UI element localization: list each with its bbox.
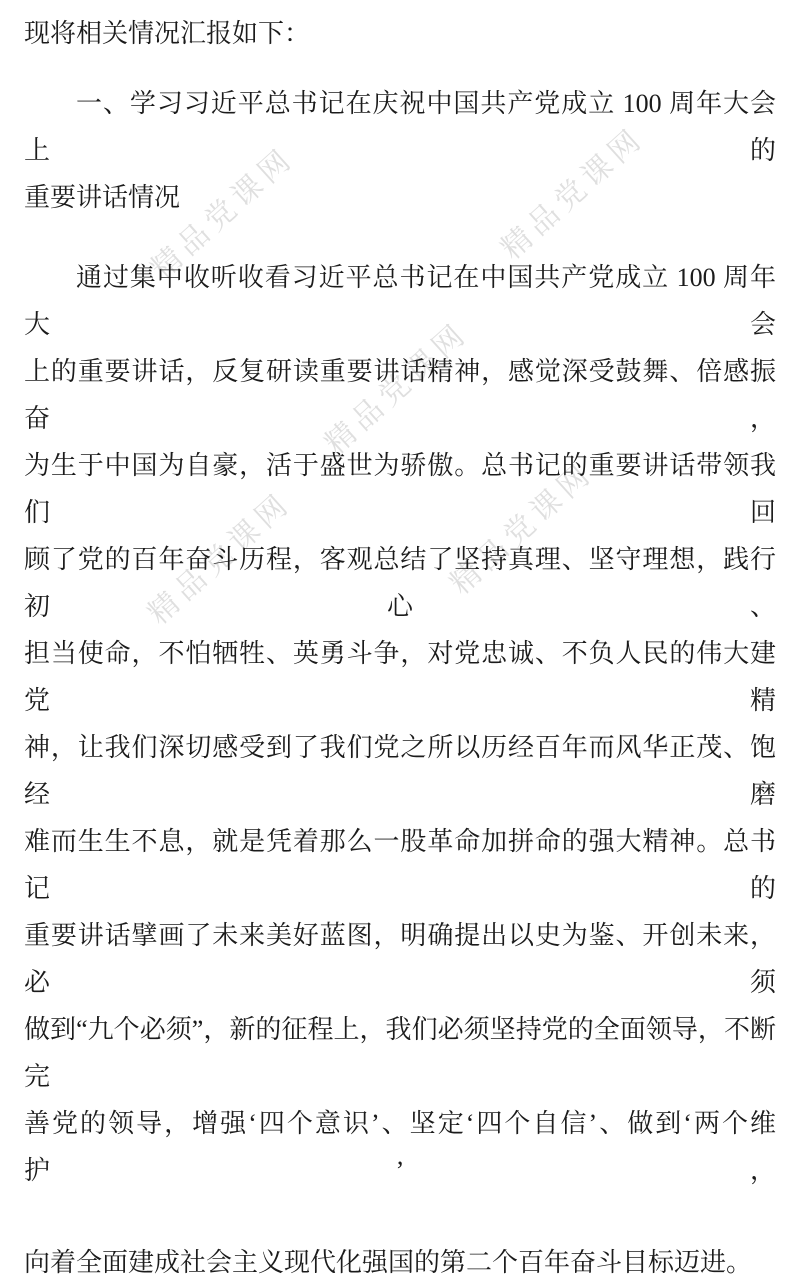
watermark-text: 精品党课网: [142, 486, 298, 631]
intro-line: 现将相关情况汇报如下：: [24, 19, 311, 48]
paragraph-line: 神，让我们深切感受到了我们党之所以历经百年而风华正茂、饱经磨: [24, 733, 776, 809]
section-heading-line-2: 重要讲话情况: [24, 183, 181, 212]
paragraph-line: 为生于中国为自豪，活于盛世为骄傲。总书记的重要讲话带领我们回: [24, 451, 776, 527]
watermark-text: 精品党课网: [319, 316, 475, 461]
paragraph-line: 难而生生不息，就是凭着那么一股革命加拼命的强大精神。总书记的: [24, 827, 776, 903]
section-heading-line-1: 一、学习习近平总书记在庆祝中国共产党成立 100 周年大会上的: [24, 89, 776, 165]
paragraph-line: 担当使命，不怕牺牲、英勇斗争，对党忠诚、不负人民的伟大建党精: [24, 639, 776, 715]
closing-line: 向着全面建成社会主义现代化强国的第二个百年奋斗目标迈进。: [24, 1248, 753, 1277]
body-paragraph: [24, 254, 776, 1194]
watermark-text: 精品党课网: [495, 121, 651, 266]
paragraph-line: 上的重要讲话，反复研读重要讲话精神，感觉深受鼓舞、倍感振奋，: [24, 357, 776, 433]
paragraph-line: 善党的领导，增强‘四个意识’、坚定‘四个自信’、做到‘两个维护’，: [24, 1109, 776, 1185]
paragraph-line: 顾了党的百年奋斗历程，客观总结了坚持真理、坚守理想，践行初心、: [24, 545, 776, 621]
paragraph-line: 做到“九个必须”，新的征程上，我们必须坚持党的全面领导，不断完: [24, 1015, 776, 1091]
watermark-text: 精品党课网: [444, 456, 600, 601]
paragraph-line: 重要讲话擘画了未来美好蓝图，明确提出以史为鉴、开创未来，必须: [24, 921, 776, 997]
section-heading: [24, 80, 776, 221]
paragraph-line: 通过集中收听收看习近平总书记在中国共产党成立 100 周年大会: [24, 263, 776, 339]
watermark-text: 精品党课网: [145, 141, 301, 286]
document-content: [24, 10, 776, 1286]
